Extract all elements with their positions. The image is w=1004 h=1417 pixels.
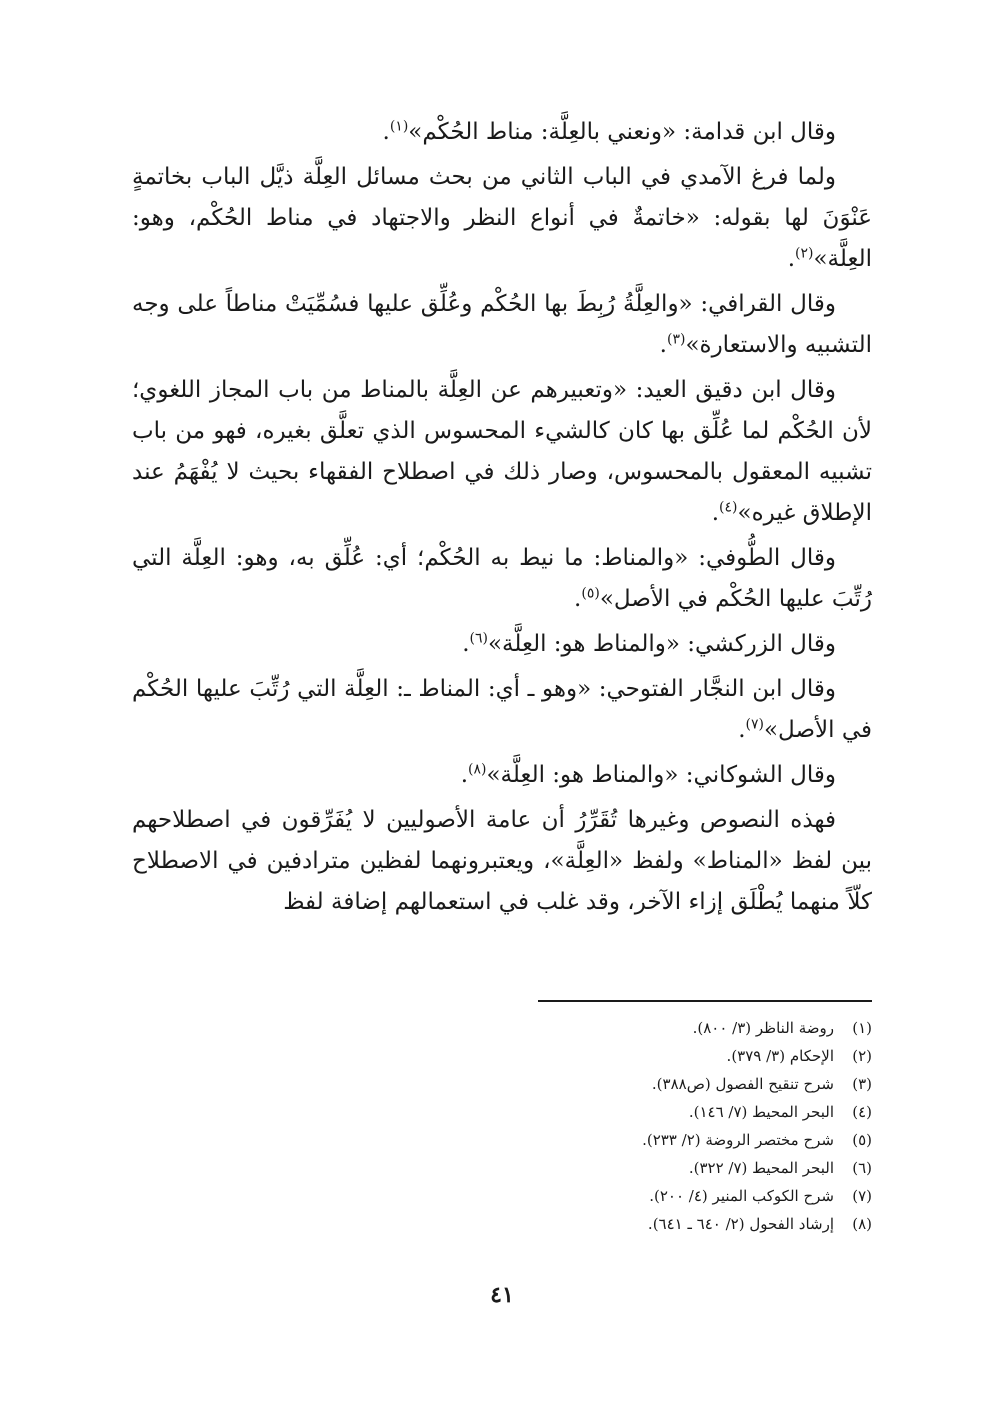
footnote-text: شرح الكوكب المنير (٤/ ٢٠٠). <box>649 1187 834 1205</box>
footnote-number: (٤) <box>852 1103 872 1121</box>
paragraph-text: ولما فرغ الآمدي في الباب الثاني من بحث مسائل العِلَّة ذيَّل الباب بخاتمةٍ عَنْوَنَ لها بقوله: «خاتمةٌ في أنواع النظر والاجتهاد في مناط الحُكْم، وهو: العِلَّة» <box>132 164 872 272</box>
footnote-ref: (٨) <box>468 761 487 778</box>
paragraph-ibn-najjar <box>132 669 872 751</box>
paragraph-tail: . <box>659 332 667 358</box>
footnote-ref: (٦) <box>469 630 488 647</box>
footnote-ref: (٣) <box>666 331 686 348</box>
footnote-number: (٦) <box>852 1159 872 1177</box>
paragraph-tail: . <box>738 717 746 743</box>
footnote-number: (٨) <box>852 1215 872 1233</box>
paragraph-text: وقال ابن النجَّار الفتوحي: «وهو ـ أي: المناط ـ: العِلَّة التي رُتِّبَ عليها الحُكْم في الأصل» <box>132 676 872 743</box>
footnote-text: شرح تنقيح الفصول (ص٣٨٨). <box>651 1075 834 1093</box>
footnote-item <box>472 1126 872 1154</box>
footnote-item <box>472 1014 872 1042</box>
footnote-item <box>472 1210 872 1238</box>
footnote-ref: (٢) <box>795 245 814 262</box>
paragraph-zarkashi <box>132 624 872 665</box>
paragraph-ibn-daqiq <box>132 370 872 534</box>
paragraph-text: وقال ابن دقيق العيد: «وتعبيرهم عن العِلَّة بالمناط من باب المجاز اللغوي؛ لأن الحُكْم لما عُلِّق بها كان كالشيء المحسوس الذي تعلَّق بغيره، فهو من باب تشبيه المعقول بالمحسوس، وصار ذلك في اصطلاح الفقهاء بحيث لا يُفْهَمُ عند الإطلاق غيره» <box>132 377 872 526</box>
footnote-number: (٢) <box>852 1047 872 1065</box>
paragraph-tail: . <box>462 631 470 657</box>
footnote-number: (٥) <box>852 1131 872 1149</box>
paragraph-text: وقال الزركشي: «والمناط هو: العِلَّة» <box>487 631 836 657</box>
footnote-text: روضة الناظر (٣/ ٨٠٠). <box>692 1019 834 1037</box>
footnote-text: شرح مختصر الروضة (٢/ ٢٣٣). <box>642 1131 834 1149</box>
paragraph-tail: . <box>574 586 582 612</box>
footnote-text: إرشاد الفحول (٢/ ٦٤٠ ـ ٦٤١). <box>647 1215 834 1233</box>
paragraph-tail: . <box>382 119 390 145</box>
footnote-ref: (٤) <box>719 499 738 516</box>
paragraph-text: وقال ابن قدامة: «ونعني بالعِلَّة: مناط الحُكْم» <box>408 119 836 145</box>
paragraph-tail: . <box>787 246 796 272</box>
main-text <box>132 112 872 927</box>
paragraph-ibn-qudama <box>132 112 872 153</box>
paragraph-amidi <box>132 157 872 280</box>
footnote-item <box>472 1182 872 1210</box>
paragraph-tail: . <box>711 500 720 526</box>
paragraph-text: فهذه النصوص وغيرها تُقَرِّرُ أن عامة الأصوليين لا يُفَرِّقون في اصطلاحهم بين لفظ «المناط» ولفظ «العِلَّة»، ويعتبرونهما لفظين مترادفين في الاصطلاح كلّاً منهما يُطْلَق إزاء الآخر، وقد غلب في استعمالهم إضافة لفظ <box>132 807 872 915</box>
paragraph-tufi <box>132 538 872 620</box>
page-number: ٤١ <box>490 1282 514 1308</box>
paragraph-text: وقال الشوكاني: «والمناط هو: العِلَّة» <box>486 762 836 788</box>
footnote-text: الإحكام (٣/ ٣٧٩). <box>726 1047 834 1065</box>
footnote-text: البحر المحيط (٧/ ٣٢٢). <box>688 1159 834 1177</box>
footnote-text: البحر المحيط (٧/ ١٤٦). <box>688 1103 834 1121</box>
footnotes <box>472 1014 872 1238</box>
footnote-number: (٧) <box>852 1187 872 1205</box>
paragraph-text: وقال القرافي: «والعِلَّةُ رُبِطَ بها الحُكْم وعُلِّق عليها فسُمِّيَتْ مناطاً على وجه التشبيه والاستعارة» <box>132 291 872 358</box>
footnote-item <box>472 1154 872 1182</box>
footnote-separator <box>538 1000 872 1002</box>
footnote-item <box>472 1098 872 1126</box>
footnote-number: (١) <box>852 1019 872 1037</box>
paragraph-conclusion <box>132 800 872 923</box>
footnote-item <box>472 1070 872 1098</box>
footnote-item <box>472 1042 872 1070</box>
paragraph-shawkani <box>132 755 872 796</box>
footnote-ref: (٧) <box>745 716 764 733</box>
footnote-ref: (٥) <box>581 585 600 602</box>
paragraph-qarafi <box>132 284 872 366</box>
paragraph-text: وقال الطُّوفي: «والمناط: ما نيط به الحُكْم؛ أي: عُلِّق به، وهو: العِلَّة التي رُتِّبَ عليها الحُكْم في الأصل» <box>132 545 872 612</box>
paragraph-tail: . <box>460 762 469 788</box>
footnote-number: (٣) <box>852 1075 872 1093</box>
footnote-ref: (١) <box>389 118 409 135</box>
